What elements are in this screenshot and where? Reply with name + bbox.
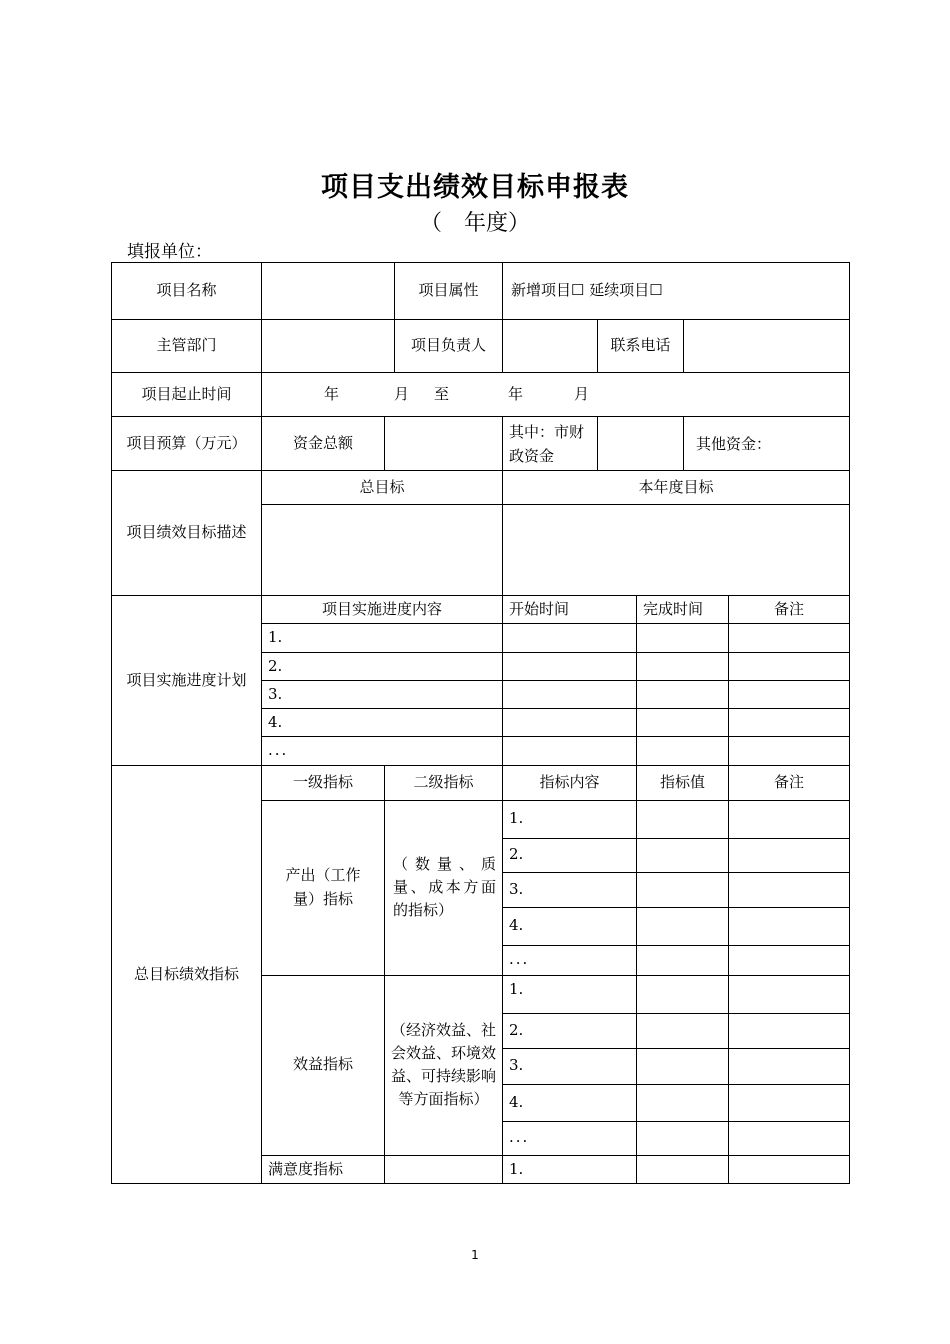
indicator-value-field[interactable] <box>637 907 729 945</box>
satisfaction-level2-field[interactable] <box>385 1155 503 1183</box>
schedule-end-field[interactable] <box>637 680 729 708</box>
annual-goal-header: 本年度目标 <box>503 471 850 505</box>
indicator-remark-field[interactable] <box>729 945 850 975</box>
indicator-value-field[interactable] <box>637 800 729 838</box>
indicator-header-remark: 备注 <box>729 765 850 800</box>
schedule-start-field[interactable] <box>503 680 637 708</box>
total-funds-label: 资金总额 <box>262 417 385 471</box>
schedule-label: 项目实施进度计划 <box>112 596 262 766</box>
indicator-header-value: 指标值 <box>637 765 729 800</box>
city-funds-field[interactable] <box>598 417 684 471</box>
indicator-content-item[interactable]: 3. <box>503 872 637 907</box>
schedule-item[interactable]: ... <box>262 737 503 765</box>
schedule-header-content: 项目实施进度内容 <box>262 596 503 624</box>
indicator-value-field[interactable] <box>637 838 729 872</box>
indicator-header-content: 指标内容 <box>503 765 637 800</box>
schedule-item[interactable]: 4. <box>262 709 503 737</box>
indicator-content-item[interactable]: 4. <box>503 907 637 945</box>
budget-label: 项目预算（万元） <box>112 417 262 471</box>
indicator-content-item[interactable]: ... <box>503 1121 637 1155</box>
indicator-remark-field[interactable] <box>729 1121 850 1155</box>
schedule-remark-field[interactable] <box>729 680 850 708</box>
end-year-label: 年 <box>508 384 524 403</box>
department-field[interactable] <box>262 320 395 373</box>
schedule-remark-field[interactable] <box>729 624 850 652</box>
total-funds-field[interactable] <box>385 417 503 471</box>
schedule-remark-field[interactable] <box>729 737 850 765</box>
performance-goal-table <box>111 262 850 1184</box>
project-attr-options[interactable]: 新增项目☐ 延续项目☐ <box>503 263 850 320</box>
schedule-start-field[interactable] <box>503 737 637 765</box>
goal-description-label: 项目绩效目标描述 <box>112 471 262 596</box>
indicator-value-field[interactable] <box>637 1121 729 1155</box>
schedule-end-field[interactable] <box>637 624 729 652</box>
schedule-remark-field[interactable] <box>729 652 850 680</box>
end-month-label: 月 <box>574 384 590 403</box>
annual-goal-field[interactable] <box>503 505 850 596</box>
schedule-end-field[interactable] <box>637 709 729 737</box>
phone-label: 联系电话 <box>598 320 684 373</box>
schedule-item[interactable]: 1. <box>262 624 503 652</box>
indicator-remark-field[interactable] <box>729 1155 850 1183</box>
indicator-value-field[interactable] <box>637 1084 729 1121</box>
phone-field[interactable] <box>684 320 850 373</box>
indicator-value-field[interactable] <box>637 945 729 975</box>
benefit-indicator-label: 效益指标 <box>262 975 385 1155</box>
overall-goal-field[interactable] <box>262 505 503 596</box>
schedule-remark-field[interactable] <box>729 709 850 737</box>
indicator-header-level1: 一级指标 <box>262 765 385 800</box>
project-name-field[interactable] <box>262 263 395 320</box>
schedule-header-row <box>112 596 850 624</box>
schedule-header-start: 开始时间 <box>503 596 637 624</box>
indicator-content-item[interactable]: 3. <box>503 1048 637 1084</box>
row-project-name <box>112 263 850 320</box>
indicator-content-item[interactable]: 4. <box>503 1084 637 1121</box>
satisfaction-indicator-label: 满意度指标 <box>262 1155 385 1183</box>
indicator-content-item[interactable]: 1. <box>503 800 637 838</box>
indicator-remark-field[interactable] <box>729 975 850 1013</box>
indicator-remark-field[interactable] <box>729 907 850 945</box>
other-funds-label[interactable]: 其他资金： <box>684 417 850 471</box>
row-budget <box>112 417 850 471</box>
indicator-content-item[interactable]: 2. <box>503 1013 637 1048</box>
project-attr-label: 项目属性 <box>395 263 503 320</box>
indicator-value-field[interactable] <box>637 1013 729 1048</box>
schedule-start-field[interactable] <box>503 709 637 737</box>
form-title: 项目支出绩效目标申报表 <box>321 172 629 203</box>
indicator-header-level2: 二级指标 <box>385 765 503 800</box>
city-funds-label: 其中：市财政资金 <box>503 417 598 471</box>
indicator-value-field[interactable] <box>637 1155 729 1183</box>
row-department <box>112 320 850 373</box>
indicator-value-field[interactable] <box>637 872 729 907</box>
schedule-start-field[interactable] <box>503 652 637 680</box>
project-period-field[interactable] <box>262 373 850 417</box>
schedule-end-field[interactable] <box>637 652 729 680</box>
project-owner-field[interactable] <box>503 320 598 373</box>
schedule-item[interactable]: 3. <box>262 680 503 708</box>
overall-goal-header: 总目标 <box>262 471 503 505</box>
indicator-remark-field[interactable] <box>729 1013 850 1048</box>
schedule-start-field[interactable] <box>503 624 637 652</box>
row-project-period <box>112 373 850 417</box>
indicator-remark-field[interactable] <box>729 872 850 907</box>
schedule-header-remark: 备注 <box>729 596 850 624</box>
indicator-remark-field[interactable] <box>729 838 850 872</box>
benefit-indicator-desc: （经济效益、社会效益、环境效益、可持续影响等方面指标） <box>385 975 503 1155</box>
indicator-content-item[interactable]: 2. <box>503 838 637 872</box>
schedule-end-field[interactable] <box>637 737 729 765</box>
start-year-label: 年 <box>324 384 340 403</box>
department-label: 主管部门 <box>112 320 262 373</box>
output-indicator-label: 产出（工作量）指标 <box>262 800 385 975</box>
indicator-content-item[interactable]: 1. <box>503 975 637 1013</box>
schedule-item[interactable]: 2. <box>262 652 503 680</box>
project-owner-label: 项目负责人 <box>395 320 503 373</box>
project-period-label: 项目起止时间 <box>112 373 262 417</box>
indicator-remark-field[interactable] <box>729 1084 850 1121</box>
indicators-label: 总目标绩效指标 <box>112 765 262 1183</box>
project-name-label: 项目名称 <box>112 263 262 320</box>
indicator-content-item[interactable]: ... <box>503 945 637 975</box>
indicator-value-field[interactable] <box>637 975 729 1013</box>
reporting-unit-label: 填报单位： <box>127 242 212 262</box>
form-subtitle-year: （ 年度） <box>419 211 530 236</box>
row-goal-header <box>112 471 850 505</box>
indicator-value-field[interactable] <box>637 1048 729 1084</box>
start-month-label: 月 <box>394 384 410 403</box>
indicator-remark-field[interactable] <box>729 800 850 838</box>
indicator-header-row <box>112 765 850 800</box>
output-indicator-desc: （数量、质量、成本方面的指标） <box>385 800 503 975</box>
indicator-content-item[interactable]: 1. <box>503 1155 637 1183</box>
indicator-remark-field[interactable] <box>729 1048 850 1084</box>
schedule-header-end: 完成时间 <box>637 596 729 624</box>
page-number: 1 <box>471 1248 479 1262</box>
to-label: 至 <box>434 384 450 403</box>
